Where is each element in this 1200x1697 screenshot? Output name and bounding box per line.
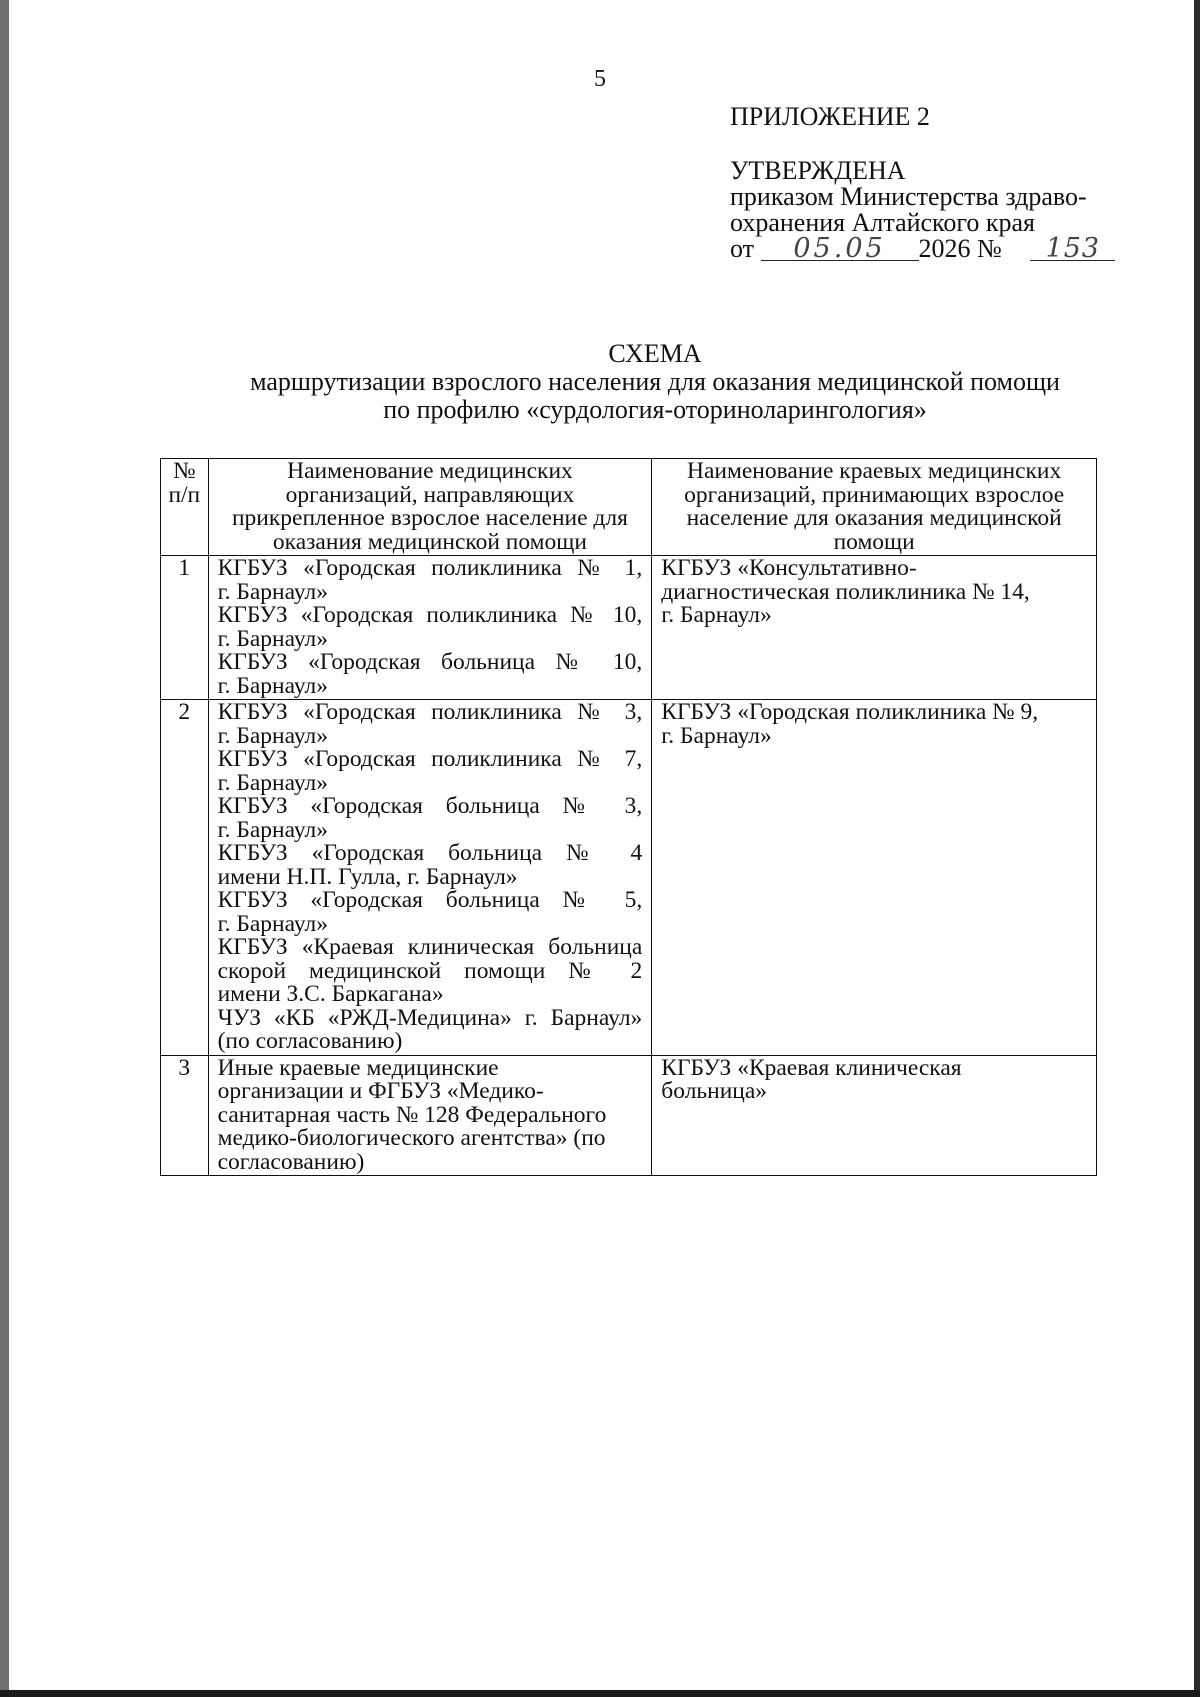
handwritten-date: 05.05 — [761, 238, 919, 261]
routing-table — [160, 458, 1097, 1176]
receiving-org-line: КГБУЗ «Краевая клиническая — [661, 1054, 962, 1081]
title-line-2: по профилю «сурдология-оториноларингология» — [383, 395, 927, 424]
header-num-cell — [161, 459, 209, 556]
scan-edge-left — [0, 0, 9, 1697]
approved-label: УТВЕРЖДЕНА — [730, 156, 906, 185]
referring-org-line: (по согласованию) — [217, 1028, 403, 1054]
order-date-line — [730, 233, 1115, 264]
header-from-line: Наименование медицинских — [287, 458, 573, 484]
row-number-cell: 3 — [161, 1055, 209, 1176]
order-line-1: приказом Министерства здраво- — [730, 182, 1087, 211]
header-from-cell — [208, 459, 652, 556]
referring-org-line: имени З.С. Баркагана» — [217, 981, 444, 1007]
receiving-org-line: г. Барнаул» — [661, 722, 772, 749]
from-label: от — [730, 234, 755, 263]
handwritten-order-number: 153 — [1030, 238, 1115, 261]
header-from-line: прикрепленное взрослое население для — [231, 505, 628, 531]
header-to-line: Наименование краевых медицинских — [687, 458, 1062, 484]
receiving-org-line: г. Барнаул» — [661, 602, 772, 628]
referring-org-line: ЧУЗ «КБ «РЖД-Медицина» г. Барнаул» — [217, 1004, 643, 1031]
receiving-orgs-cell — [652, 1055, 1097, 1176]
referring-org-line: имени Н.П. Гулла, г. Барнаул» — [217, 863, 518, 890]
referring-org-line: КГБУЗ «Городская поликлиника № 1, — [217, 555, 643, 581]
referring-org-line: КГБУЗ «Городская больница № 3, — [217, 793, 643, 819]
referring-org-line: согласованию) — [217, 1148, 365, 1175]
header-to-line: население для оказания медицинской — [686, 505, 1062, 531]
referring-org-line: КГБУЗ «Городская поликлиника № 3, — [217, 699, 643, 725]
referring-org-line: КГБУЗ «Городская больница № 4 — [217, 840, 643, 866]
referring-orgs-cell — [208, 556, 652, 700]
table-row — [161, 700, 1097, 1056]
page-number: 5 — [594, 66, 606, 92]
header-to-line: организаций, принимающих взрослое — [684, 481, 1065, 508]
referring-org-line: г. Барнаул» — [217, 769, 329, 796]
referring-org-line: г. Барнаул» — [217, 816, 329, 843]
header-from-line: оказания медицинской помощи — [272, 528, 587, 555]
referring-org-line: Иные краевые медицинские — [217, 1054, 499, 1081]
referring-org-line: г. Барнаул» — [217, 722, 329, 749]
table-row — [161, 556, 1097, 700]
title-main: СХЕМА — [608, 339, 702, 368]
header-to-line: помощи — [833, 528, 915, 555]
appendix-label: ПРИЛОЖЕНИЕ 2 — [730, 102, 930, 131]
row-number-cell: 1 — [161, 556, 209, 700]
row-number-cell: 2 — [161, 700, 209, 1056]
referring-org-line: г. Барнаул» — [217, 578, 329, 605]
referring-org-line: скорой медицинской помощи № 2 — [217, 957, 643, 984]
table-header-row — [161, 459, 1097, 556]
header-num-line: № — [173, 458, 196, 484]
referring-org-line: г. Барнаул» — [217, 910, 329, 937]
referring-org-line: КГБУЗ «Городская больница № 5, — [217, 887, 643, 913]
scan-edge-right — [1194, 0, 1200, 1697]
receiving-orgs-cell — [652, 556, 1097, 700]
header-from-line: организаций, направляющих — [285, 481, 575, 508]
order-year: 2026 № — [918, 234, 1002, 263]
referring-orgs-cell — [208, 700, 652, 1056]
referring-org-line: организации и ФГБУЗ «Медико- — [217, 1078, 544, 1104]
referring-org-line: санитарная часть № 128 Федерального — [217, 1101, 607, 1128]
receiving-orgs-cell — [652, 700, 1097, 1056]
document-title — [200, 340, 1110, 424]
referring-org-line: КГБУЗ «Краевая клиническая больница — [217, 934, 643, 960]
receiving-org-line: КГБУЗ «Городская поликлиника № 9, — [661, 699, 1039, 725]
scan-edge-bottom — [0, 1690, 1200, 1697]
referring-org-line: г. Барнаул» — [217, 672, 329, 699]
order-line-2: охранения Алтайского края — [730, 208, 1036, 237]
receiving-org-line: больница» — [661, 1078, 768, 1104]
referring-org-line: КГБУЗ «Городская поликлиника № 7, — [217, 746, 643, 772]
referring-org-line: г. Барнаул» — [217, 625, 329, 652]
approval-block — [730, 104, 1115, 262]
header-num-line: п/п — [168, 481, 201, 508]
referring-org-line: КГБУЗ «Городская поликлиника № 10, — [217, 602, 643, 628]
header-to-cell — [652, 459, 1097, 556]
referring-orgs-cell — [208, 1055, 652, 1176]
referring-org-line: медико-биологического агентства» (по — [217, 1125, 606, 1151]
referring-org-line: КГБУЗ «Городская больница № 10, — [217, 649, 643, 675]
receiving-org-line: КГБУЗ «Консультативно- — [661, 555, 917, 581]
receiving-org-line: диагностическая поликлиника № 14, — [661, 578, 1030, 605]
title-line-1: маршрутизации взрослого населения для оказания медицинской помощи — [250, 367, 1060, 396]
table-row — [161, 1055, 1097, 1176]
